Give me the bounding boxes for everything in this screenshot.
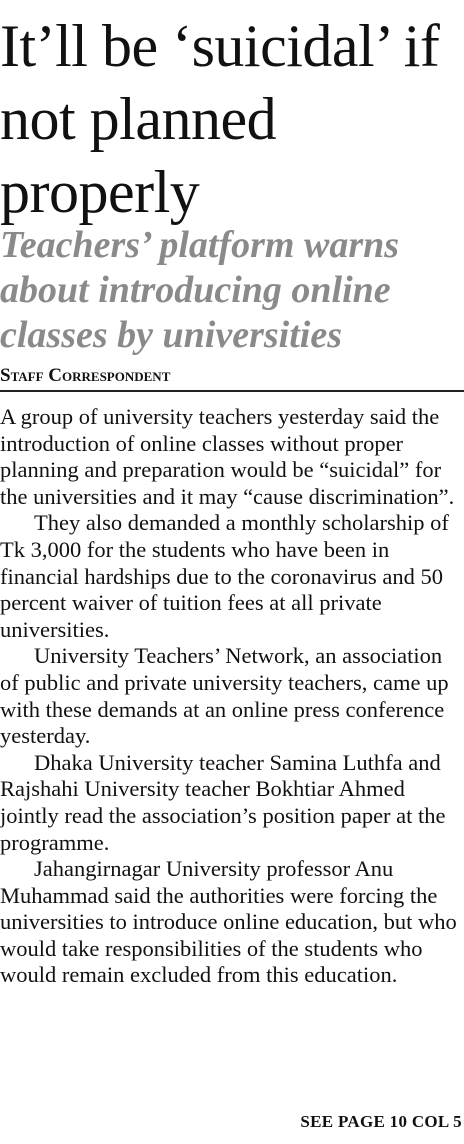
paragraph-3: University Teachers’ Network, an association of public and private university teachers, came up with these demands at an online press conference yesterday. (0, 643, 449, 749)
article-body (0, 404, 464, 989)
continuation-jump-line: SEE PAGE 10 COL 5 (300, 1112, 462, 1131)
paragraph-1: A group of university teachers yesterday said the introduction of online classes without proper planning and preparation would be “suicidal” for the universities and it may “cause discrimination”. (0, 404, 455, 509)
byline-divider (0, 390, 464, 392)
paragraph-5: Jahangirnagar University professor Anu Muhammad said the authorities were forcing the universities to introduce online education, but who would take responsibilities of the students who would remain excluded from this education. (0, 856, 457, 988)
paragraph-2: They also demanded a monthly scholarship of Tk 3,000 for the students who have been in financial hardships due to the coronavirus and 50 percent waiver of tuition fees at all private universities. (0, 510, 449, 642)
paragraph-4: Dhaka University teacher Samina Luthfa and Rajshahi University teacher Bokhtiar Ahmed jointly read the association’s position paper at the programme. (0, 749, 446, 855)
headline: It’ll be ‘suicidal’ if not planned properly (0, 13, 440, 225)
subheadline: Teachers’ platform warns about introducing online classes by universities (0, 224, 400, 356)
byline: Staff Correspondent (0, 365, 171, 386)
